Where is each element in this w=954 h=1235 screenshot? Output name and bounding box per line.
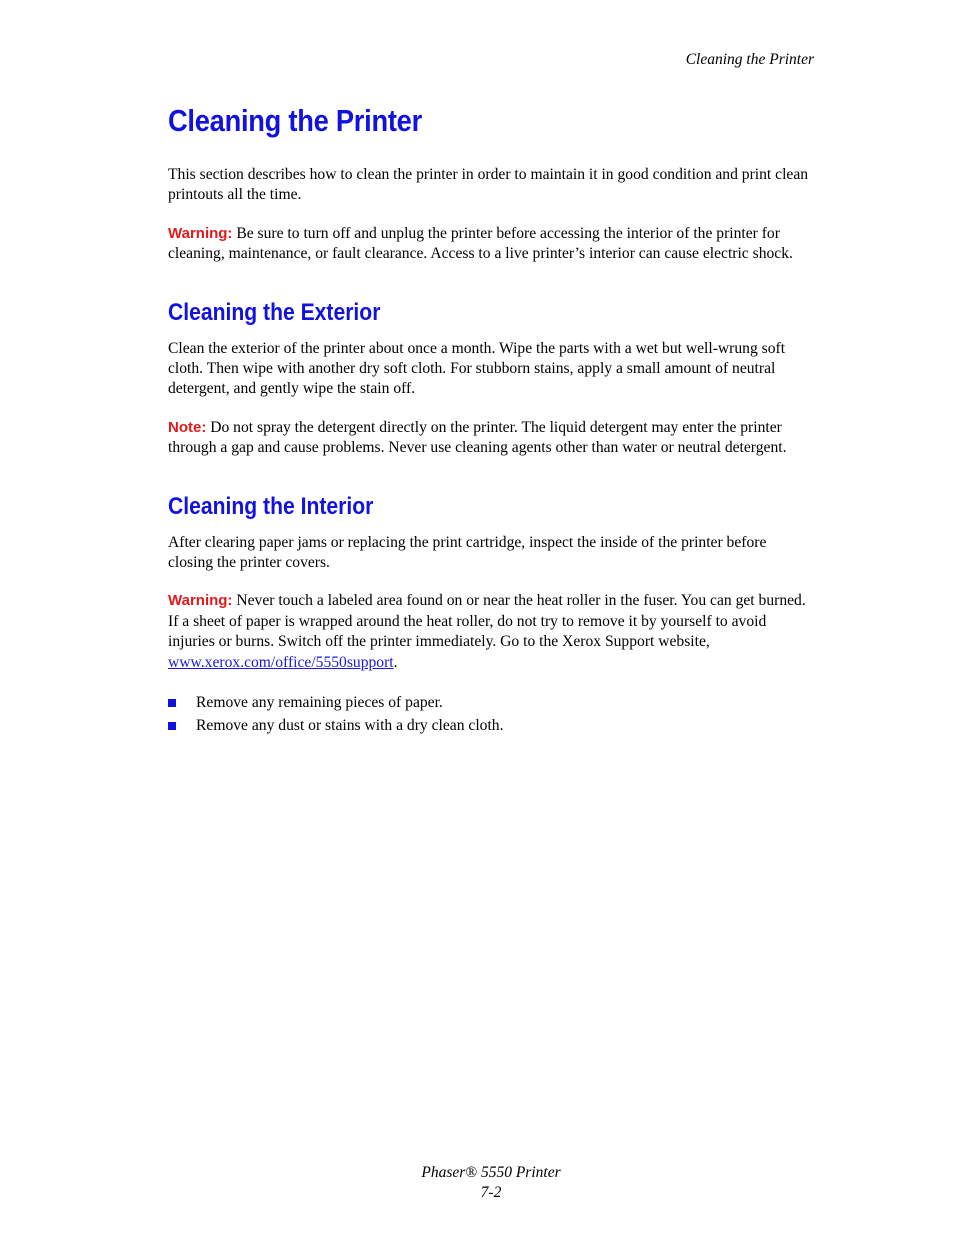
interior-paragraph: After clearing paper jams or replacing the print cartridge, inspect the inside of the printer before closing the printer covers. xyxy=(168,533,767,572)
list-item xyxy=(168,691,814,714)
footer-page-number: 7-2 xyxy=(480,1184,502,1201)
intro-paragraph: This section describes how to clean the printer in order to maintain it in good condition and print clean printouts all the time. xyxy=(168,166,809,204)
blue-square-bullet-icon xyxy=(168,699,176,707)
warning-label: Warning: xyxy=(168,592,233,610)
warning-callout-heat-roller xyxy=(168,591,814,673)
warning-callout-power xyxy=(168,224,814,265)
warning-text: Be sure to turn off and unplug the printer before accessing the interior of the printer for cleaning, maintenance, or fault clearance. Access to a live printer’s interior can cause electric shock. xyxy=(168,224,793,263)
note-label: Note: xyxy=(168,418,207,436)
warning-label: Warning: xyxy=(168,224,233,242)
running-header: Cleaning the Printer xyxy=(685,51,814,68)
warning-text: Never touch a labeled area found on or near the heat roller in the fuser. You can get burned. If a sheet of paper is wrapped around the heat roller, do not try to remove it by yourself to avoid injuries or burns. Switch off the printer immediately. Go to the Xerox Support website, xyxy=(168,592,806,651)
xerox-support-link[interactable]: www.xerox.com/office/5550support xyxy=(168,653,394,671)
page-title: Cleaning the Printer xyxy=(168,103,422,138)
exterior-paragraph: Clean the exterior of the printer about once a month. Wipe the parts with a wet but well-wrung soft cloth. Then wipe with another dry soft cloth. For stubborn stains, apply a small amount of neutral detergent, and gently wipe the stain off. xyxy=(168,339,786,398)
footer-product-name: Phaser® 5550 Printer xyxy=(421,1164,561,1181)
note-callout-detergent xyxy=(168,418,814,459)
warning-text-end: . xyxy=(393,653,398,671)
section-heading-interior: Cleaning the Interior xyxy=(168,492,374,520)
list-item-text: Remove any remaining pieces of paper. xyxy=(196,694,443,712)
list-item xyxy=(168,714,814,737)
note-text: Do not spray the detergent directly on the printer. The liquid detergent may enter the printer through a gap and cause problems. Never use cleaning agents other than water or neutral detergent. xyxy=(168,418,787,457)
blue-square-bullet-icon xyxy=(168,722,176,730)
cleaning-steps-list xyxy=(168,691,814,737)
page-footer xyxy=(0,1163,954,1203)
list-item-text: Remove any dust or stains with a dry clean cloth. xyxy=(196,717,504,735)
main-content xyxy=(168,99,814,737)
section-heading-exterior: Cleaning the Exterior xyxy=(168,298,381,326)
